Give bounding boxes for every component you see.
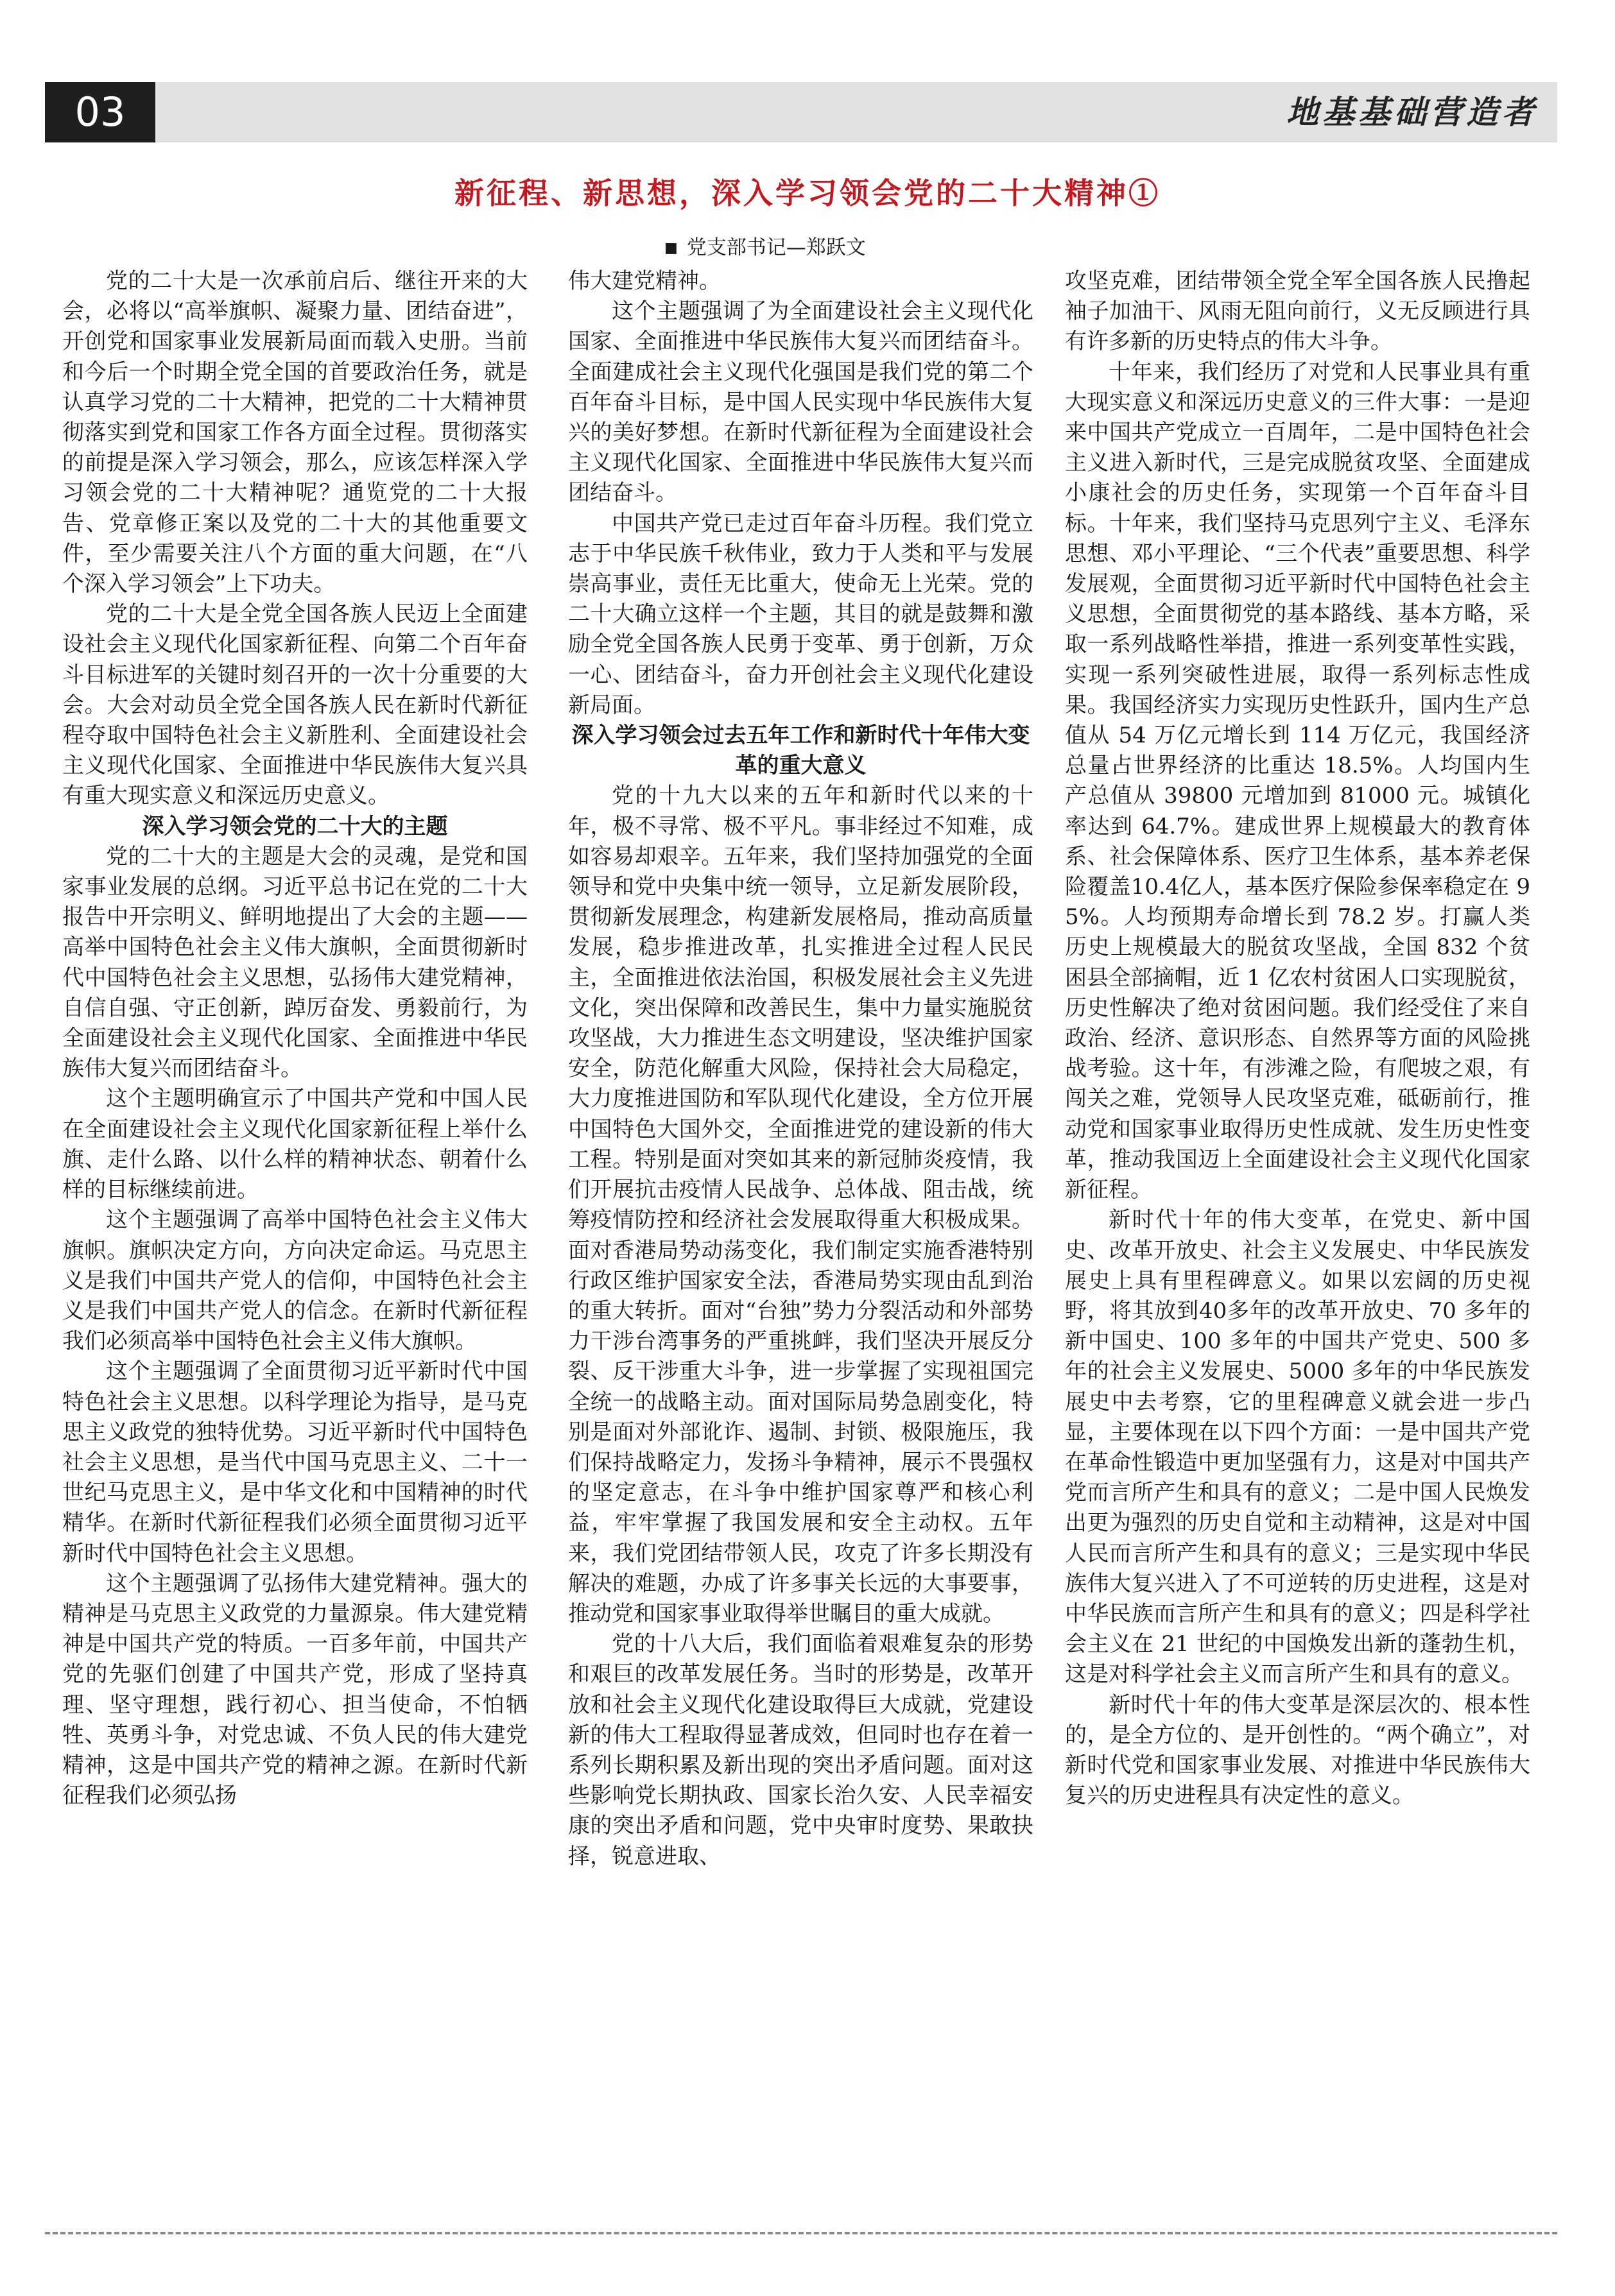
paragraph: 这个主题强调了全面贯彻习近平新时代中国特色社会主义思想。以科学理论为指导，是马克思主义政党的独特优势。习近平新时代中国特色社会主义思想，是当代中国马克思主义、二十一世纪马克思主义，是中华文化和中国精神的时代精华。在新时代新征程我们必须全面贯彻习近平新时代中国特色社会主义思想。 xyxy=(62,1358,528,1566)
page-number: 03 xyxy=(45,82,155,142)
paragraph: 党的十九大以来的五年和新时代以来的十年，极不寻常、极不平凡。事非经过不知难，成如容易却艰辛。五年来，我们坚持加强党的全面领导和党中央集中统一领导，立足新发展阶段，贯彻新发展理念，构建新发展格局，推动高质量发展，稳步推进改革，扎实推进全过程人民民主，全面推进依法治国，积极发展社会主义先进文化，突出保障和改善民生，集中力量实施脱贫攻坚战，大力推进生态文明建设，坚决维护国家安全，防范化解重大风险，保持社会大局稳定，大力度推进国防和军队现代化建设，全方位开展中国特色大国外交，全面推进党的建设新的伟大工程。特别是面对突如其来的新冠肺炎疫情，我们开展抗击疫情人民战争、总体战、阻击战，统筹疫情防控和经济社会发展取得重大积极成果。面对香港局势动荡变化，我们制定实施香港特别行政区维护国家安全法，香港局势实现由乱到治的重大转折。面对“台独”势力分裂活动和外部势力干涉台湾事务的严重挑衅，我们坚决开展反分裂、反干涉重大斗争，进一步掌握了实现祖国完全统一的战略主动。面对国际局势急剧变化，特别是面对外部讹诈、遏制、封锁、极限施压，我们保持战略定力，发扬斗争精神，展示不畏强权的坚定意志，在斗争中维护国家尊严和核心利益，牢牢掌握了我国发展和安全主动权。五年来，我们党团结带领人民，攻克了许多长期没有解决的难题，办成了许多事关长远的大事要事，推动党和国家事业取得举世瞩目的重大成就。 xyxy=(568,783,1033,1627)
paragraph: 这个主题明确宣示了中国共产党和中国人民在全面建设社会主义现代化国家新征程上举什么旗、走什么路、以什么样的精神状态、朝着什么样的目标继续前进。 xyxy=(62,1086,528,1203)
paragraph: 党的二十大的主题是大会的灵魂，是党和国家事业发展的总纲。习近平总书记在党的二十大报告中开宗明义、鲜明地提出了大会的主题——高举中国特色社会主义伟大旗帜，全面贯彻新时代中国特色社会主义思想，弘扬伟大建党精神，自信自强、守正创新，踔厉奋发、勇毅前行，为全面建设社会主义现代化国家、全面推进中华民族伟大复兴而团结奋斗。 xyxy=(62,843,528,1082)
column-2 xyxy=(568,266,1033,1872)
publication-brand: 地基基础营造者 xyxy=(1286,93,1538,131)
paragraph: 这个主题强调了高举中国特色社会主义伟大旗帜。旗帜决定方向，方向决定命运。马克思主义是我们中国共产党人的信仰，中国特色社会主义是我们中国共产党人的信念。在新时代新征程我们必须高举中国特色社会主义伟大旗帜。 xyxy=(62,1207,528,1355)
paragraph: 攻坚克难，团结带领全党全军全国各族人民撸起袖子加油干、风雨无阻向前行，义无反顾进行具有许多新的历史特点的伟大斗争。 xyxy=(1065,268,1530,355)
paragraph: 伟大建党精神。 xyxy=(568,268,721,294)
byline-square-icon: ■ xyxy=(664,240,678,256)
paragraph: 党的十八大后，我们面临着艰难复杂的形势和艰巨的改革发展任务。当时的形势是，改革开放和社会主义现代化建设取得巨大成就，党建设新的伟大工程取得显著成效，但同时也存在着一系列长期积累及新出现的突出矛盾问题。面对这些影响党长期执政、国家长治久安、人民幸福安康的突出矛盾和问题，党中央审时度势、果敢抉择，锐意进取、 xyxy=(568,1631,1033,1869)
paragraph: 党的二十大是一次承前启后、继往开来的大会，必将以“高举旗帜、凝聚力量、团结奋进”，开创党和国家事业发展新局面而载入史册。当前和今后一个时期全党全国的首要政治任务，就是认真学习党的二十大精神，把党的二十大精神贯彻落实到党和国家工作各方面全过程。贯彻落实的前提是深入学习领会，那么，应该怎样深入学习领会党的二十大精神呢？通览党的二十大报告、党章修正案以及党的二十大的其他重要文件，至少需要关注八个方面的重大问题，在“八个深入学习领会”上下功夫。 xyxy=(62,268,528,597)
article-byline xyxy=(664,235,866,261)
paragraph: 十年来，我们经历了对党和人民事业具有重大现实意义和深远历史意义的三件大事：一是迎来中国共产党成立一百周年，二是中国特色社会主义进入新时代，三是完成脱贫攻坚、全面建成小康社会的历史任务，实现第一个百年奋斗目标。十年来，我们坚持马克思列宁主义、毛泽东思想、邓小平理论、“三个代表”重要思想、科学发展观，全面贯彻习近平新时代中国特色社会主义思想，全面贯彻党的基本路线、基本方略，采取一系列战略性举措，推进一系列变革性实践，实现一系列突破性进展，取得一系列标志性成果。我国经济实力实现历史性跃升，国内生产总值从 54 万亿元增长到 114 万亿元，我国经济总量占世界经济的比重达 18.5%。人均国内生产总值从 39800 元增加到 81000 元。城镇化率达到 64.7%。建成世界上规模最大的教育体系、社会保障体系、医疗卫生体系，基本养老保险覆盖10.4亿人，基本医疗保险参保率稳定在 95%。人均预期寿命增长到 78.2 岁。打赢人类历史上规模最大的脱贫攻坚战，全国 832 个贫困县全部摘帽，近 1 亿农村贫困人口实现脱贫，历史性解决了绝对贫困问题。我们经受住了来自政治、经济、意识形态、自然界等方面的风险挑战考验。这十年，有涉滩之险，有爬坡之艰，有闯关之难，党领导人民攻坚克难，砥砺前行，推动党和国家事业取得历史性成就、发生历史性变革，推动我国迈上全面建设社会主义现代化国家新征程。 xyxy=(1065,359,1530,1203)
paragraph: 党的二十大是全党全国各族人民迈上全面建设社会主义现代化国家新征程、向第二个百年奋斗目标进军的关键时刻召开的一次十分重要的大会。大会对动员全党全国各族人民在新时代新征程夺取中国特色社会主义新胜利、全面建设社会主义现代化国家、全面推进中华民族伟大复兴具有重大现实意义和深远历史意义。 xyxy=(62,601,528,809)
paragraph: 新时代十年的伟大变革是深层次的、根本性的，是全方位的、是开创性的。“两个确立”，对新时代党和国家事业发展、对推进中华民族伟大复兴的历史进程具有决定性的意义。 xyxy=(1065,1692,1530,1809)
author-name: 党支部书记—郑跃文 xyxy=(686,236,866,259)
column-1 xyxy=(62,266,528,1811)
article-title: 新征程、新思想，深入学习领会党的二十大精神① xyxy=(454,176,1161,210)
paragraph: 新时代十年的伟大变革，在党史、新中国史、改革开放史、社会主义发展史、中华民族发展史上具有里程碑意义。如果以宏阔的历史视野，将其放到40多年的改革开放史、70 多年的新中国史、100 多年的中国共产党史、500 多年的社会主义发展史、5000 多年的中华民族发展史中去考察，它的里程碑意义就会进一步凸显，主要体现在以下四个方面：一是中国共产党在革命性锻造中更加坚强有力，这是对中国共产党而言所产生和具有的意义；二是中国人民焕发出更为强烈的历史自觉和主动精神，这是对中国人民而言所产生和具有的意义；三是实现中华民族伟大复兴进入了不可逆转的历史进程，这是对中华民族而言所产生和具有的意义；四是科学社会主义在 21 世纪的中国焕发出新的蓬勃生机，这是对科学社会主义而言所产生和具有的意义。 xyxy=(1065,1207,1530,1688)
paragraph: 这个主题强调了弘扬伟大建党精神。强大的精神是马克思主义政党的力量源泉。伟大建党精神是中国共产党的特质。一百多年前，中国共产党的先驱们创建了中国共产党，形成了坚持真理、坚守理想，践行初心、担当使命，不怕牺牲、英勇斗争，对党忠诚、不负人民的伟大建党精神，这是中国共产党的精神之源。在新时代新征程我们必须弘扬 xyxy=(62,1570,528,1809)
section-heading: 深入学习领会过去五年工作和新时代十年伟大变革的重大意义 xyxy=(571,723,1030,779)
paragraph: 中国共产党已走过百年奋斗历程。我们党立志于中华民族千秋伟业，致力于人类和平与发展崇高事业，责任无比重大，使命无上光荣。党的二十大确立这样一个主题，其目的就是鼓舞和激励全党全国各族人民勇于变革、勇于创新，万众一心、团结奋斗，奋力开创社会主义现代化建设新局面。 xyxy=(568,510,1033,718)
section-heading: 深入学习领会党的二十大的主题 xyxy=(142,813,448,839)
footer-divider xyxy=(45,2232,1557,2234)
paragraph: 这个主题强调了为全面建设社会主义现代化国家、全面推进中华民族伟大复兴而团结奋斗。全面建成社会主义现代化强国是我们党的第二个百年奋斗目标，是中国人民实现中华民族伟大复兴的美好梦想。在新时代新征程为全面建设社会主义现代化国家、全面推进中华民族伟大复兴而团结奋斗。 xyxy=(568,298,1033,506)
column-3 xyxy=(1065,266,1530,1811)
